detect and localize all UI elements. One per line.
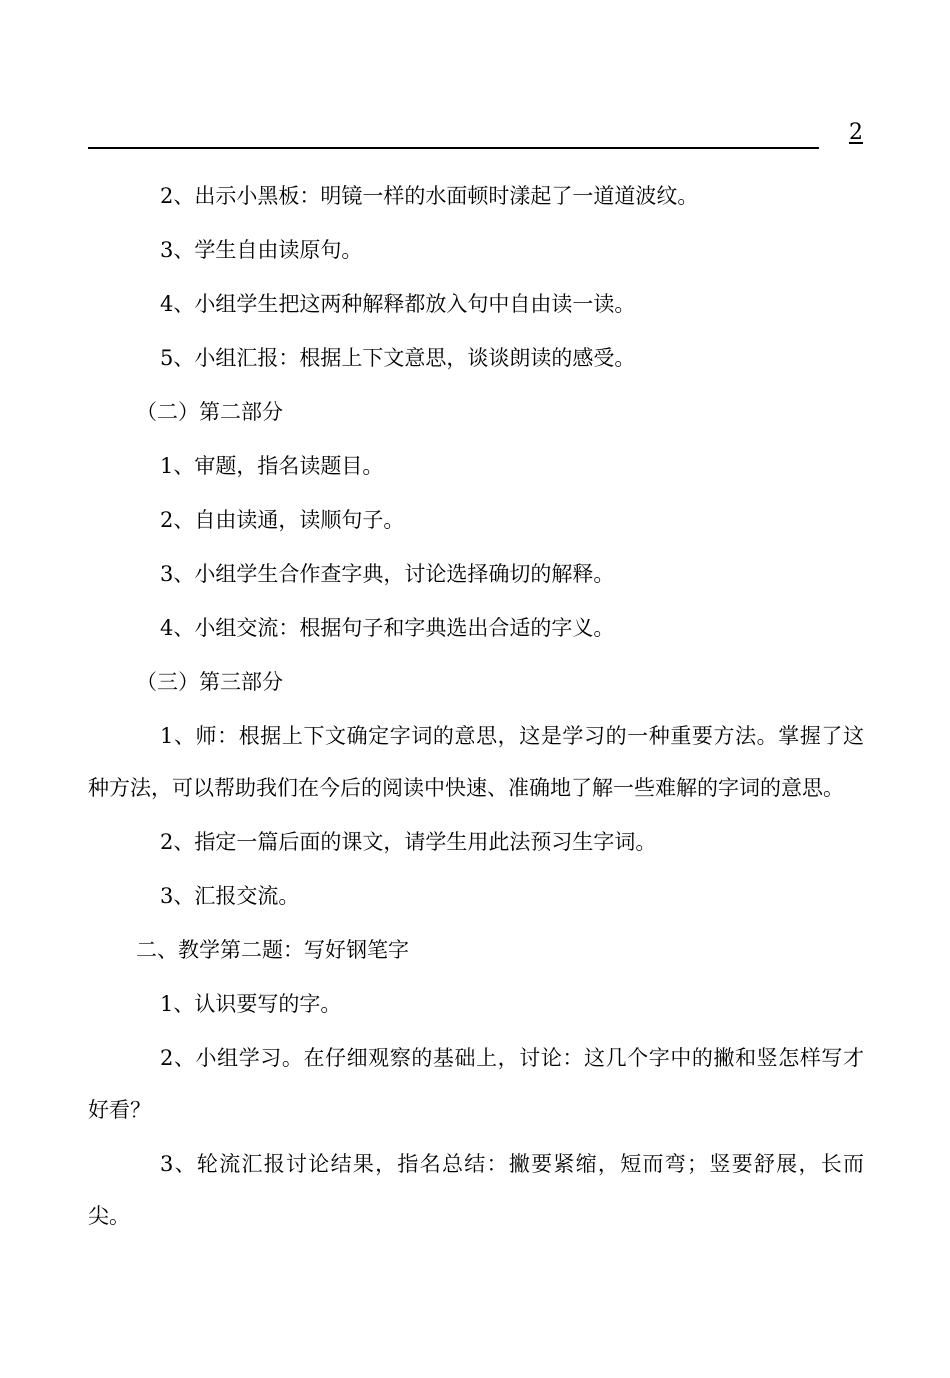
paragraph-item: 1、审题，指名读题目。 — [160, 454, 384, 478]
paragraph-item: 3、小组学生合作查字典，讨论选择确切的解释。 — [160, 562, 615, 586]
section-heading: 二、教学第二题：写好钢笔字 — [136, 938, 409, 962]
paragraph-item: 3、轮流汇报讨论结果，指名总结：撇要紧缩，短而弯；竖要舒展，长而尖。 — [88, 1152, 864, 1228]
section-heading: （三）第三部分 — [136, 670, 283, 694]
paragraph-item: 1、认识要写的字。 — [160, 992, 342, 1016]
paragraph-item: 5、小组汇报：根据上下文意思，谈谈朗读的感受。 — [160, 346, 636, 370]
paragraph-item: 3、汇报交流。 — [160, 884, 300, 908]
section-heading: （二）第二部分 — [136, 400, 283, 424]
paragraph-item: 2、出示小黑板：明镜一样的水面顿时漾起了一道道波纹。 — [160, 184, 699, 208]
paragraph-item: 2、小组学习。在仔细观察的基础上，讨论：这几个字中的撇和竖怎样写才好看？ — [88, 1046, 864, 1122]
document-body — [88, 170, 864, 1244]
paragraph-item: 1、师：根据上下文确定字词的意思，这是学习的一种重要方法。掌握了这种方法，可以帮助我们在今后的阅读中快速、准确地了解一些难解的字词的意思。 — [88, 724, 864, 800]
page-number: 2 — [849, 120, 863, 145]
paragraph-item: 4、小组交流：根据句子和字典选出合适的字义。 — [160, 616, 615, 640]
paragraph-item: 2、自由读通，读顺句子。 — [160, 508, 405, 532]
paragraph-item: 2、指定一篇后面的课文，请学生用此法预习生字词。 — [160, 830, 657, 854]
paragraph-item: 4、小组学生把这两种解释都放入句中自由读一读。 — [160, 292, 636, 316]
paragraph-item: 3、学生自由读原句。 — [160, 238, 363, 262]
header-rule — [88, 147, 819, 149]
